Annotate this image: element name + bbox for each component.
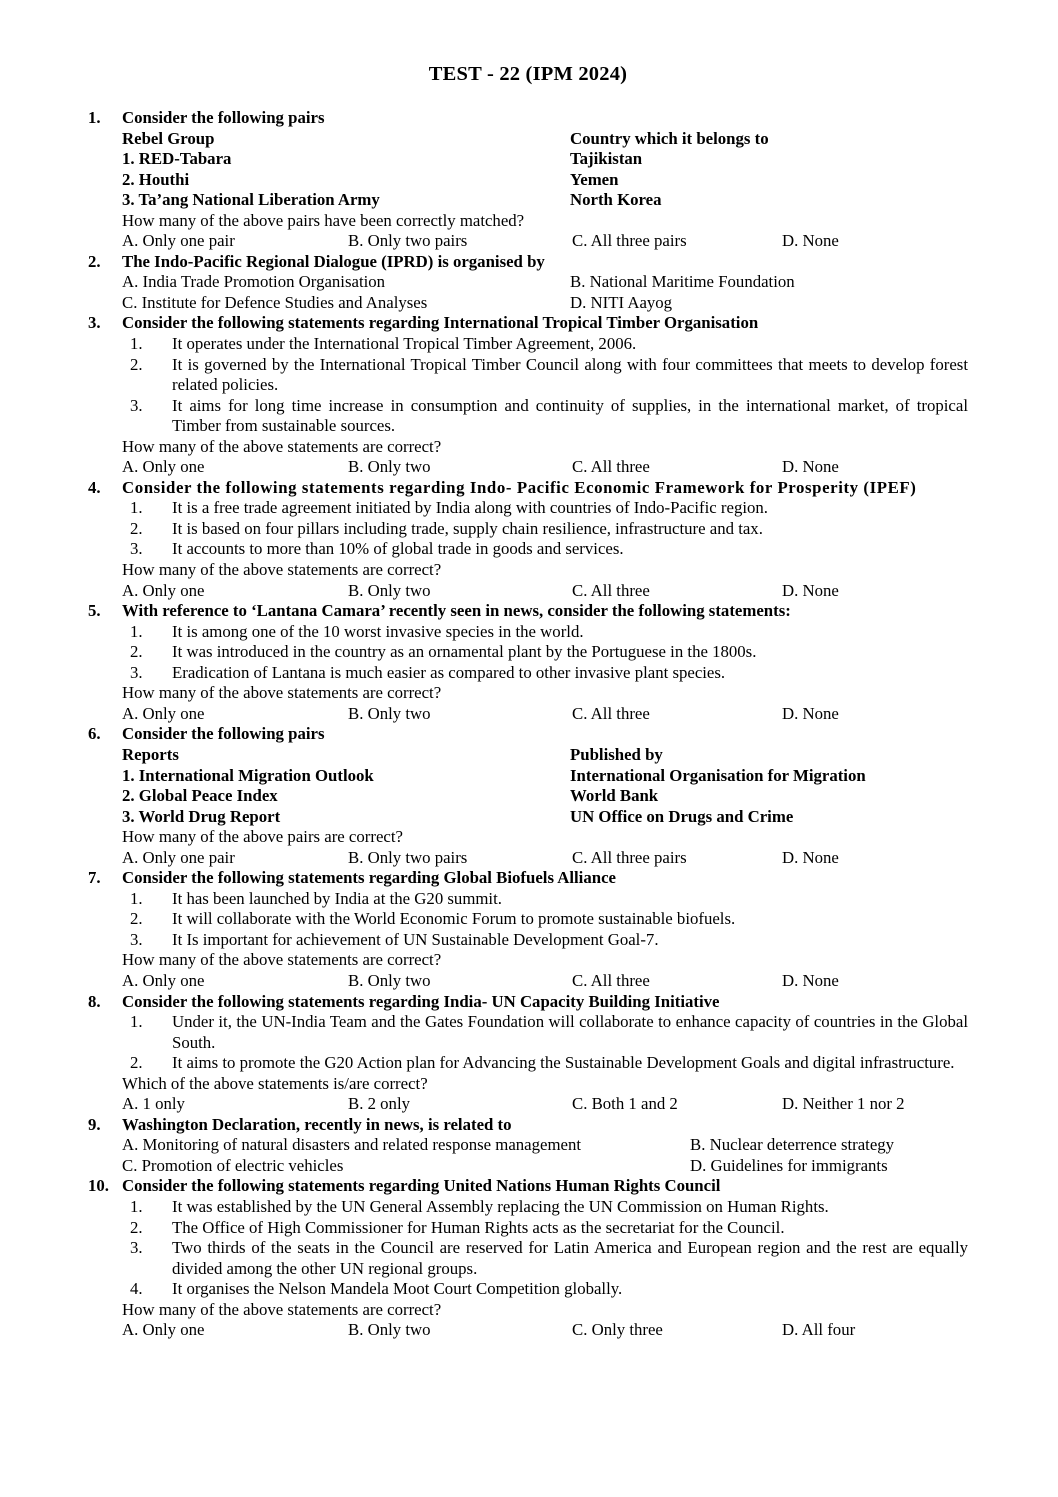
statement bbox=[122, 396, 968, 437]
question-header: Consider the following pairs bbox=[122, 108, 325, 127]
statement-number: 1. bbox=[130, 888, 143, 908]
question-prompt: How many of the above statements are correct? bbox=[122, 950, 442, 970]
statement bbox=[122, 1279, 968, 1300]
question-header: Consider the following pairs bbox=[122, 724, 325, 744]
option-a: A. Only one bbox=[122, 580, 205, 600]
statement-text: It is based on four pillars including trade, supply chain resilience, infrastructure and tax. bbox=[172, 518, 763, 538]
question-header: The Indo-Pacific Regional Dialogue (IPRD) is organised by bbox=[122, 251, 545, 271]
statement-number: 3. bbox=[130, 1238, 143, 1258]
options-row bbox=[122, 971, 968, 992]
question-10 bbox=[88, 1176, 968, 1340]
option-b: B. Nuclear deterrence strategy bbox=[690, 1135, 895, 1155]
option-a: A. Only one bbox=[122, 1320, 205, 1340]
question-4 bbox=[88, 478, 968, 601]
statement-text: It aims for long time increase in consumption and continuity of supplies, in the international market, of tropical Timber from sustainable sources. bbox=[172, 395, 968, 436]
question-number: 8. bbox=[88, 991, 101, 1011]
question-header: Consider the following statements regarding International Tropical Timber Organisation bbox=[122, 313, 759, 333]
question-number: 7. bbox=[88, 868, 101, 888]
pair-right: Tajikistan bbox=[570, 149, 643, 169]
pair-header-row bbox=[122, 745, 968, 766]
statement-number: 2. bbox=[130, 642, 143, 662]
question-prompt: How many of the above pairs are correct? bbox=[122, 827, 403, 847]
statement bbox=[122, 909, 968, 930]
option-c: C. All three pairs bbox=[572, 231, 687, 251]
statement-text: It aims to promote the G20 Action plan for Advancing the Sustainable Development Goals and digital infrastructure. bbox=[172, 1053, 955, 1073]
statement-number: 2. bbox=[130, 354, 143, 374]
option-d: D. None bbox=[782, 580, 839, 600]
statement-text: It is a free trade agreement initiated by India along with countries of Indo-Pacific region. bbox=[172, 498, 768, 518]
option-b: B. Only two pairs bbox=[348, 847, 468, 867]
option-d: D. None bbox=[782, 457, 839, 477]
option-b: B. Only two bbox=[348, 457, 431, 477]
question-2 bbox=[88, 252, 968, 314]
statement bbox=[122, 1053, 968, 1074]
statement-text: It operates under the International Tropical Timber Agreement, 2006. bbox=[172, 334, 637, 354]
question-number: 1. bbox=[88, 108, 101, 127]
option-c: C. All three pairs bbox=[572, 847, 687, 867]
option-d: D. None bbox=[782, 970, 839, 990]
question-header: Consider the following statements regarding United Nations Human Rights Council bbox=[122, 1176, 721, 1196]
statement bbox=[122, 334, 968, 355]
option-b: B. 2 only bbox=[348, 1094, 411, 1114]
option-c: C. All three bbox=[572, 970, 650, 990]
pair-row bbox=[122, 766, 968, 787]
options-row bbox=[122, 1135, 968, 1156]
option-a: A. Monitoring of natural disasters and related response management bbox=[122, 1135, 582, 1155]
statement-text: It accounts to more than 10% of global trade in goods and services. bbox=[172, 539, 624, 559]
statement-text: It has been launched by India at the G20 summit. bbox=[172, 888, 502, 908]
question-prompt: How many of the above pairs have been correctly matched? bbox=[122, 210, 525, 230]
pair-left: 2. Houthi bbox=[122, 169, 190, 189]
statement-text: Eradication of Lantana is much easier as compared to other invasive plant species. bbox=[172, 662, 726, 682]
question-6 bbox=[88, 724, 968, 868]
question-number: 5. bbox=[88, 601, 101, 621]
option-c: C. Only three bbox=[572, 1320, 663, 1340]
pair-left: 1. International Migration Outlook bbox=[122, 765, 374, 785]
statement-number: 1. bbox=[130, 1012, 143, 1032]
statement bbox=[122, 930, 968, 951]
pair-right: International Organisation for Migration bbox=[570, 765, 866, 785]
statement-number: 2. bbox=[130, 518, 143, 538]
question-number: 3. bbox=[88, 313, 101, 333]
question-5 bbox=[88, 601, 968, 724]
statement bbox=[122, 663, 968, 684]
option-a: A. Only one bbox=[122, 970, 205, 990]
options-row bbox=[122, 457, 968, 478]
question-prompt: How many of the above statements are correct? bbox=[122, 560, 442, 580]
statement-number: 1. bbox=[130, 334, 143, 354]
statement-number: 1. bbox=[130, 1196, 143, 1216]
option-d: D. Neither 1 nor 2 bbox=[782, 1094, 905, 1114]
option-b: B. Only two bbox=[348, 970, 431, 990]
statement-number: 2. bbox=[130, 1053, 143, 1073]
statement-text: It Is important for achievement of UN Sustainable Development Goal-7. bbox=[172, 929, 659, 949]
statement-text: Two thirds of the seats in the Council are reserved for Latin America and European region and the rest are equally divided among the other UN regional groups. bbox=[172, 1238, 968, 1278]
question-header: Consider the following statements regarding Indo- Pacific Economic Framework for Prosperity (IPEF) bbox=[122, 477, 917, 497]
pair-header-row bbox=[122, 129, 968, 150]
question-header: Consider the following statements regarding India- UN Capacity Building Initiative bbox=[122, 991, 720, 1011]
question-7 bbox=[88, 868, 968, 991]
page-title: TEST - 22 (IPM 2024) bbox=[428, 63, 628, 85]
pair-col2-header: Country which it belongs to bbox=[570, 128, 769, 148]
question-number: 10. bbox=[88, 1176, 109, 1196]
question-prompt: Which of the above statements is/are correct? bbox=[122, 1073, 428, 1093]
question-number: 2. bbox=[88, 251, 101, 271]
question-header: Consider the following statements regarding Global Biofuels Alliance bbox=[122, 868, 616, 888]
statement-text: It is governed by the International Tropical Timber Council along with four committees that meets to develop forest related policies. bbox=[172, 354, 968, 395]
options-row bbox=[122, 1156, 968, 1177]
option-b: B. National Maritime Foundation bbox=[570, 272, 795, 292]
question-8 bbox=[88, 992, 968, 1115]
options-row bbox=[122, 848, 968, 869]
statement-text: It was introduced in the country as an ornamental plant by the Portuguese in the 1800s. bbox=[172, 642, 757, 662]
pair-row bbox=[122, 786, 968, 807]
options-row bbox=[122, 1320, 968, 1341]
option-d: D. None bbox=[782, 703, 839, 723]
question-9 bbox=[88, 1115, 968, 1177]
option-a: A. Only one pair bbox=[122, 231, 235, 251]
option-d: D. None bbox=[782, 231, 839, 251]
statement bbox=[122, 1197, 968, 1218]
option-c: C. All three bbox=[572, 457, 650, 477]
option-c: C. Promotion of electric vehicles bbox=[122, 1155, 344, 1175]
statement-number: 3. bbox=[130, 395, 143, 415]
option-a: A. 1 only bbox=[122, 1094, 185, 1114]
option-c: C. All three bbox=[572, 580, 650, 600]
statement bbox=[122, 1238, 968, 1279]
option-d: D. NITI Aayog bbox=[570, 292, 673, 312]
pair-col1-header: Reports bbox=[122, 744, 179, 764]
pair-col2-header: Published by bbox=[570, 744, 663, 764]
options-row bbox=[122, 231, 968, 252]
options-row bbox=[122, 1094, 968, 1115]
question-number: 9. bbox=[88, 1114, 101, 1134]
option-a: A. India Trade Promotion Organisation bbox=[122, 272, 386, 292]
option-d: D. Guidelines for immigrants bbox=[690, 1155, 888, 1175]
statement-number: 2. bbox=[130, 1217, 143, 1237]
option-b: B. Only two bbox=[348, 703, 431, 723]
pair-left: 1. RED-Tabara bbox=[122, 149, 232, 169]
statement bbox=[122, 1012, 968, 1053]
statement bbox=[122, 519, 968, 540]
statement bbox=[122, 642, 968, 663]
statement bbox=[122, 1218, 968, 1239]
statement-text: It is among one of the 10 worst invasive species in the world. bbox=[172, 621, 584, 641]
pair-col1-header: Rebel Group bbox=[122, 128, 215, 148]
statement-text: It will collaborate with the World Economic Forum to promote sustainable biofuels. bbox=[172, 909, 736, 929]
question-header: With reference to ‘Lantana Camara’ recently seen in news, consider the following statements: bbox=[122, 601, 791, 621]
statement bbox=[122, 539, 968, 560]
statement-number: 3. bbox=[130, 929, 143, 949]
statement-number: 3. bbox=[130, 539, 143, 559]
question-header: Washington Declaration, recently in news, is related to bbox=[122, 1114, 512, 1134]
options-row bbox=[122, 272, 968, 293]
statement bbox=[122, 622, 968, 643]
option-a: A. Only one pair bbox=[122, 847, 235, 867]
question-prompt: How many of the above statements are correct? bbox=[122, 683, 442, 703]
option-c: C. Institute for Defence Studies and Analyses bbox=[122, 292, 428, 312]
pair-left: 3. World Drug Report bbox=[122, 806, 281, 826]
option-b: B. Only two bbox=[348, 1320, 431, 1340]
question-number: 6. bbox=[88, 724, 101, 744]
options-row bbox=[122, 704, 968, 725]
statement bbox=[122, 889, 968, 910]
option-b: B. Only two pairs bbox=[348, 231, 468, 251]
options-row bbox=[122, 293, 968, 314]
pair-row bbox=[122, 170, 968, 191]
statement bbox=[122, 355, 968, 396]
statement-number: 2. bbox=[130, 909, 143, 929]
pair-right: North Korea bbox=[570, 190, 662, 210]
pair-right: UN Office on Drugs and Crime bbox=[570, 806, 794, 826]
option-a: A. Only one bbox=[122, 703, 205, 723]
pair-right: Yemen bbox=[570, 169, 619, 189]
pair-row bbox=[122, 807, 968, 828]
statement-number: 3. bbox=[130, 662, 143, 682]
statement-number: 4. bbox=[130, 1279, 143, 1299]
pair-left: 3. Ta’ang National Liberation Army bbox=[122, 190, 380, 210]
statement-text: The Office of High Commissioner for Human Rights acts as the secretariat for the Council. bbox=[172, 1217, 785, 1237]
statement bbox=[122, 498, 968, 519]
options-row bbox=[122, 581, 968, 602]
statement-number: 1. bbox=[130, 621, 143, 641]
option-a: A. Only one bbox=[122, 457, 205, 477]
option-d: D. None bbox=[782, 847, 839, 867]
option-c: C. All three bbox=[572, 703, 650, 723]
question-3 bbox=[88, 313, 968, 477]
option-c: C. Both 1 and 2 bbox=[572, 1094, 678, 1114]
question-number: 4. bbox=[88, 477, 101, 497]
statement-number: 1. bbox=[130, 498, 143, 518]
question-1 bbox=[88, 108, 968, 252]
statement-text: It was established by the UN General Assembly replacing the UN Commission on Human Rights. bbox=[172, 1196, 829, 1216]
pair-left: 2. Global Peace Index bbox=[122, 786, 278, 806]
question-prompt: How many of the above statements are correct? bbox=[122, 436, 442, 456]
statement-text: Under it, the UN-India Team and the Gates Foundation will collaborate to enhance capacity of countries in the Global South. bbox=[172, 1012, 968, 1052]
option-d: D. All four bbox=[782, 1320, 856, 1340]
pair-right: World Bank bbox=[570, 786, 659, 806]
question-prompt: How many of the above statements are correct? bbox=[122, 1299, 442, 1319]
pair-row bbox=[122, 190, 968, 211]
statement-text: It organises the Nelson Mandela Moot Court Competition globally. bbox=[172, 1279, 623, 1299]
pair-row bbox=[122, 149, 968, 170]
option-b: B. Only two bbox=[348, 580, 431, 600]
